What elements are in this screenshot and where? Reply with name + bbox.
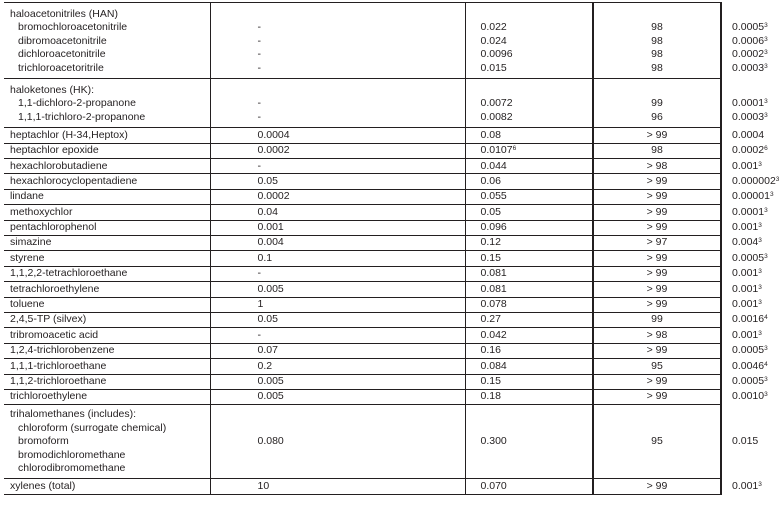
name-text: 1,1,2,2-tetrachloroethane <box>10 267 128 280</box>
reduction-text: 99 <box>651 313 663 326</box>
mcl-value: 10 <box>210 479 465 494</box>
reduction-text: > 99 <box>646 205 668 218</box>
chemical-name <box>4 220 210 235</box>
influent-value <box>465 359 593 374</box>
reduction-text: 95 <box>651 359 663 372</box>
mcl-value: - <box>257 110 261 123</box>
chemical-name-cell <box>4 405 210 479</box>
footnote-marker: 3 <box>758 329 762 337</box>
table-row <box>4 235 721 250</box>
table-row-xylenes <box>4 479 721 494</box>
footnote-marker: 3 <box>764 252 768 260</box>
table-row <box>4 159 721 174</box>
influent-text: 0.27 <box>480 313 501 326</box>
max-effluent-text: 0.00001 <box>732 190 770 203</box>
footnote-marker: 3 <box>764 35 768 43</box>
table-row <box>4 205 721 220</box>
footnote-marker: 3 <box>764 98 768 106</box>
max-effluent-text: 0.001 <box>732 282 759 295</box>
table-row <box>4 251 721 266</box>
reduction-value <box>593 328 721 343</box>
reduction-text: > 97 <box>646 236 668 249</box>
chemical-name <box>4 189 210 204</box>
footnote-marker: 3 <box>764 111 768 119</box>
mcl-value <box>210 220 465 235</box>
influent-value: 0.022 <box>480 21 507 34</box>
reduction-value <box>593 374 721 389</box>
max-effluent-text: 0.0016 <box>732 313 765 326</box>
reduction-value <box>593 159 721 174</box>
reduction-value: 95 <box>593 405 721 479</box>
footnote-marker: 6 <box>512 145 517 153</box>
name-text: 2,4,5-TP (silvex) <box>10 313 87 326</box>
footnote-marker: 3 <box>769 191 774 199</box>
reduction-text: > 99 <box>646 390 668 403</box>
reduction-text: > 99 <box>646 190 668 203</box>
chemical-name <box>4 251 210 266</box>
influent-value <box>465 174 593 189</box>
mcl-text: 0.1 <box>257 251 273 264</box>
name-text: hexachlorobutadiene <box>10 159 108 172</box>
reduction-text: > 99 <box>646 128 668 141</box>
influent-value <box>465 282 593 297</box>
max-effluent-text: 0.0010 <box>732 390 765 403</box>
name-text: 1,1,1-trichloroethane <box>10 359 107 372</box>
mcl-text: 0.001 <box>257 221 284 234</box>
mcl-cell <box>210 3 465 79</box>
footnote-marker: 3 <box>758 237 762 245</box>
mcl-text: 0.07 <box>257 344 278 357</box>
chemical-name <box>4 128 210 143</box>
chemical-name: bromodichloromethane <box>18 448 126 461</box>
footnote-marker: 3 <box>758 480 762 488</box>
influent-value: 0.0072 <box>480 97 513 110</box>
reduction-value: > 99 <box>593 479 721 494</box>
chemical-name: chloroform (surrogate chemical) <box>18 421 167 434</box>
influent-value <box>465 297 593 312</box>
chemical-name: bromochloroacetonitrile <box>18 21 128 34</box>
footnote-marker: 3 <box>775 175 779 183</box>
mcl-value <box>210 251 465 266</box>
reduction-value <box>593 389 721 404</box>
mcl-value <box>210 297 465 312</box>
max-effluent-text: 0.0002 <box>732 144 765 157</box>
mcl-text: 0.05 <box>257 174 278 187</box>
mcl-text: - <box>257 267 261 280</box>
influent-text: 0.044 <box>480 159 507 172</box>
reduction-value <box>593 128 721 143</box>
reduction-value <box>593 266 721 281</box>
mcl-value <box>210 143 465 158</box>
table-row <box>4 220 721 235</box>
reduction-text: > 98 <box>646 328 668 341</box>
table-row <box>4 282 721 297</box>
chemical-name <box>4 174 210 189</box>
footnote-marker: 3 <box>764 391 768 399</box>
footnote-marker: 3 <box>764 345 768 353</box>
influent-text: 0.15 <box>480 251 501 264</box>
max-effluent-text: 0.0005 <box>732 251 765 264</box>
chemical-name <box>4 205 210 220</box>
influent-value: 0.070 <box>465 479 593 494</box>
mcl-value: - <box>257 97 261 110</box>
reduction-text: > 98 <box>646 159 668 172</box>
reduction-cell <box>593 3 721 79</box>
table-row <box>4 312 721 327</box>
name-text: trichloroethylene <box>10 390 88 403</box>
reduction-value <box>593 251 721 266</box>
name-text: 1,1,2-trichloroethane <box>10 374 107 387</box>
table-row <box>4 359 721 374</box>
influent-value <box>465 205 593 220</box>
influent-value <box>465 128 593 143</box>
mcl-text: 0.004 <box>257 236 284 249</box>
max-effluent-value: 0.0002 <box>732 48 765 61</box>
mcl-value: - <box>257 34 261 47</box>
influent-value <box>465 389 593 404</box>
footnote-marker: 3 <box>758 283 762 291</box>
mcl-text: 0.0004 <box>257 128 290 141</box>
influent-text: 0.06 <box>480 174 501 187</box>
mcl-value: - <box>257 21 261 34</box>
chemical-name <box>4 359 210 374</box>
name-text: tribromoacetic acid <box>10 328 99 341</box>
influent-value <box>465 312 593 327</box>
reduction-value: 98 <box>651 34 663 47</box>
influent-text: 0.055 <box>480 190 507 203</box>
influent-text: 0.05 <box>480 205 501 218</box>
reduction-text: > 99 <box>646 251 668 264</box>
name-text: tetrachloroethylene <box>10 282 100 295</box>
reduction-text: > 99 <box>646 267 668 280</box>
max-effluent-value: 0.0006 <box>732 34 765 47</box>
reduction-text: > 99 <box>646 282 668 295</box>
max-effluent-text: 0.0046 <box>732 359 765 372</box>
reduction-text: > 99 <box>646 298 668 311</box>
name-text: pentachlorophenol <box>10 221 97 234</box>
name-text: toluene <box>10 298 45 311</box>
influent-value <box>465 220 593 235</box>
mcl-value <box>210 159 465 174</box>
table-row <box>4 297 721 312</box>
chemical-name-cell <box>4 79 210 128</box>
influent-text: 0.16 <box>480 344 501 357</box>
mcl-value <box>210 266 465 281</box>
mcl-value <box>210 174 465 189</box>
table-row <box>4 389 721 404</box>
chemical-name <box>4 328 210 343</box>
footnote-marker: 3 <box>764 49 768 57</box>
mcl-value: - <box>257 61 261 74</box>
reduction-text: > 99 <box>646 221 668 234</box>
chemical-name <box>4 297 210 312</box>
chemical-name <box>4 159 210 174</box>
table-body <box>4 3 779 495</box>
chemical-name <box>4 266 210 281</box>
footnote-marker: 3 <box>764 206 768 214</box>
max-effluent-text: 0.001 <box>732 159 759 172</box>
mcl-text: 0.2 <box>257 359 273 372</box>
influent-value <box>465 266 593 281</box>
max-effluent-text: 0.001 <box>732 267 759 280</box>
reduction-text: > 99 <box>646 174 668 187</box>
influent-value <box>465 251 593 266</box>
mcl-text: 0.04 <box>257 205 278 218</box>
footnote-marker: 6 <box>764 145 768 153</box>
name-text: 1,2,4-trichlorobenzene <box>10 344 115 357</box>
reduction-cell <box>593 79 721 128</box>
reduction-value <box>593 282 721 297</box>
max-effluent-text: 0.001 <box>732 328 759 341</box>
reduction-value <box>593 143 721 158</box>
mcl-text: 0.005 <box>257 282 284 295</box>
reduction-value: 98 <box>651 61 663 74</box>
reduction-value <box>593 189 721 204</box>
name-text: methoxychlor <box>10 205 73 218</box>
name-text: heptachlor (H-34,Heptox) <box>10 128 128 141</box>
max-effluent-value: 0.0003 <box>732 110 765 123</box>
mcl-text: 1 <box>257 298 264 311</box>
influent-value <box>465 159 593 174</box>
chemical-name <box>4 312 210 327</box>
mcl-text: 0.005 <box>257 390 284 403</box>
mcl-value <box>210 389 465 404</box>
name-text: hexachlorocyclopentadiene <box>10 174 138 187</box>
influent-value <box>465 328 593 343</box>
reduction-text: > 99 <box>646 374 668 387</box>
mcl-value <box>210 359 465 374</box>
influent-text: 0.08 <box>480 128 501 141</box>
max-effluent-text: 0.004 <box>732 236 759 249</box>
mcl-cell <box>210 79 465 128</box>
mcl-value <box>210 128 465 143</box>
table-row <box>4 328 721 343</box>
table-row <box>4 343 721 358</box>
table-row <box>4 143 721 158</box>
mcl-value <box>210 205 465 220</box>
influent-value <box>465 343 593 358</box>
chemical-name: dibromoacetonitrile <box>18 34 107 47</box>
max-effluent-text: 0.001 <box>732 298 759 311</box>
mcl-value <box>210 328 465 343</box>
influent-value <box>465 143 593 158</box>
table-row-group-trihalomethanes: trihalomethanes (includes): chloroform (surrogate chemical) bromoform bromodichloromethane chlorodibromomethane 0.080 0.300 95 0.015 <box>4 405 721 479</box>
influent-text: 0.042 <box>480 328 507 341</box>
influent-text: 0.081 <box>480 267 507 280</box>
influent-text: 0.081 <box>480 282 507 295</box>
mcl-text: 0.0002 <box>257 144 290 157</box>
mcl-value <box>210 343 465 358</box>
table-row <box>4 128 721 143</box>
group-title: haloacetonitriles (HAN) <box>10 8 118 20</box>
name-text: styrene <box>10 251 45 264</box>
influent-text: 0.12 <box>480 236 501 249</box>
mcl-text: 0.0002 <box>257 190 290 203</box>
group-title: haloketones (HK): <box>10 84 95 97</box>
chemical-name <box>4 282 210 297</box>
reduction-value <box>593 297 721 312</box>
footnote-marker: 3 <box>758 268 762 276</box>
mcl-value <box>210 312 465 327</box>
influent-text: 0.0107 <box>480 144 513 157</box>
chemical-name <box>4 374 210 389</box>
influent-text: 0.18 <box>480 390 501 403</box>
reduction-value: 99 <box>651 97 663 110</box>
group-title: trihalomethanes (includes): <box>10 408 137 421</box>
reduction-value <box>593 205 721 220</box>
reduction-value <box>593 235 721 250</box>
influent-value <box>465 374 593 389</box>
reduction-text: 98 <box>651 144 663 157</box>
max-effluent-value: 0.0005 <box>732 21 765 34</box>
influent-text: 0.096 <box>480 221 507 234</box>
influent-value <box>465 189 593 204</box>
table-row-group-haloacetonitriles <box>4 3 721 79</box>
influent-text: 0.078 <box>480 298 507 311</box>
table-row-group-haloketones <box>4 79 721 128</box>
footnote-marker: 4 <box>764 314 768 322</box>
mcl-value: 0.080 <box>210 405 465 479</box>
reduction-value: 96 <box>651 110 663 123</box>
footnote-marker: 3 <box>758 160 762 168</box>
footnote-marker: 3 <box>764 62 768 70</box>
name-text: simazine <box>10 236 52 249</box>
footnote-marker: 3 <box>758 299 762 307</box>
influent-text: 0.15 <box>480 374 501 387</box>
reduction-value <box>593 312 721 327</box>
chemical-name: chlorodibromomethane <box>18 461 126 474</box>
influent-value: 0.0082 <box>480 110 513 123</box>
influent-value: 0.300 <box>465 405 593 479</box>
reduction-value <box>593 174 721 189</box>
footnote-marker: 3 <box>758 222 762 230</box>
table-row <box>4 374 721 389</box>
influent-value: 0.015 <box>480 61 507 74</box>
reduction-value: 98 <box>651 48 663 61</box>
mcl-value <box>210 235 465 250</box>
max-effluent-text: 0.000002 <box>732 174 776 187</box>
max-effluent-text: 0.0001 <box>732 205 765 218</box>
max-effluent-value: 0.001 <box>732 479 759 492</box>
mcl-value <box>210 282 465 297</box>
max-effluent-text: 0.0005 <box>732 374 765 387</box>
chemical-name-cell <box>4 3 210 79</box>
contaminant-reduction-table <box>4 2 779 495</box>
footnote-marker: 4 <box>764 360 768 368</box>
footnote-marker: 3 <box>764 22 768 30</box>
reduction-value <box>593 343 721 358</box>
mcl-value: - <box>257 48 261 61</box>
max-effluent-text: 0.001 <box>732 221 759 234</box>
name-text: heptachlor epoxide <box>10 144 99 157</box>
mcl-text: 0.005 <box>257 374 284 387</box>
mcl-text: - <box>257 328 261 341</box>
chemical-name: 1,1,1-trichloro-2-propanone <box>18 110 146 123</box>
mcl-value <box>210 374 465 389</box>
reduction-value <box>593 359 721 374</box>
chemical-name: dichloroacetonitrile <box>18 48 106 61</box>
reduction-value: 98 <box>651 21 663 34</box>
influent-cell <box>465 79 593 128</box>
max-effluent-value: 0.0001 <box>732 97 765 110</box>
chemical-name: xylenes (total) <box>4 479 210 494</box>
mcl-text: - <box>257 159 261 172</box>
influent-text: 0.084 <box>480 359 507 372</box>
chemical-name <box>4 235 210 250</box>
table-row <box>4 189 721 204</box>
name-text: lindane <box>10 190 44 203</box>
table-row <box>4 266 721 281</box>
influent-value: 0.024 <box>480 34 507 47</box>
reduction-value <box>593 220 721 235</box>
chemical-name: 1,1-dichloro-2-propanone <box>18 97 136 110</box>
influent-value <box>465 235 593 250</box>
max-effluent-text: 0.0005 <box>732 344 765 357</box>
chemical-name <box>4 389 210 404</box>
reduction-text: > 99 <box>646 344 668 357</box>
table-row <box>4 174 721 189</box>
max-effluent-text: 0.0004 <box>732 128 765 141</box>
influent-cell <box>465 3 593 79</box>
chemical-name: trichloroacetoritrile <box>18 61 104 74</box>
chemical-name <box>4 143 210 158</box>
chemical-name: bromoform <box>18 435 69 448</box>
mcl-value <box>210 189 465 204</box>
chemical-name <box>4 343 210 358</box>
mcl-text: 0.05 <box>257 313 278 326</box>
footnote-marker: 3 <box>764 375 768 383</box>
influent-value: 0.0096 <box>480 48 513 61</box>
max-effluent-value: 0.0003 <box>732 61 765 74</box>
